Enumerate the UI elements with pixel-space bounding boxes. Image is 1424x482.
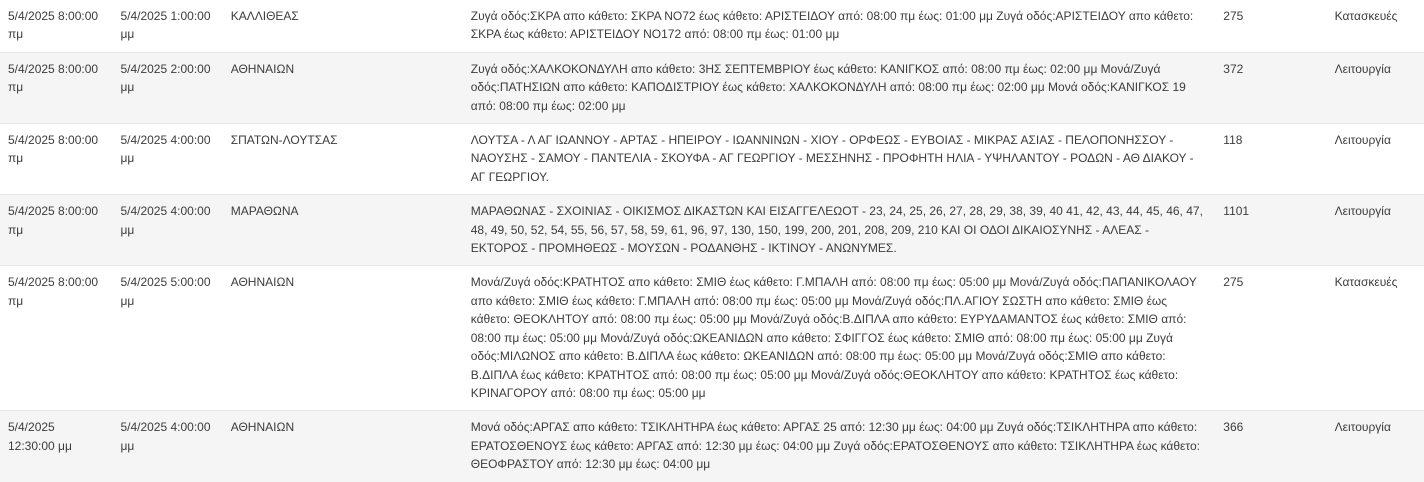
type-cell: Λειτουργία xyxy=(1327,124,1424,195)
streets-cell: Μονά οδός:ΑΡΓΑΣ απο κάθετο: ΤΣΙΚΛΗΤΗΡΑ έως κάθετο: ΑΡΓΑΣ 25 από: 12:30 μμ έως: 04:00 μμ Ζυγά οδός:ΤΣΙΚΛΗΤΗΡΑ απο κάθετο: ΕΡΑΤΟΣΘΕΝΟΥΣ έως κάθετο: ΑΡΓΑΣ από: 12:30 μμ έως: 04:00 μμ Ζυγά οδός:ΕΡΑΤΟΣΘΕΝΟΥΣ απο κάθετο: ΤΣΙΚΛΗΤΗΡΑ έως κάθετο: ΘΕΟΦΡΑΣΤΟΥ από: 12:30 μμ έως: 04:00 μμ xyxy=(463,411,1216,482)
area-cell: ΚΑΛΛΙΘΕΑΣ xyxy=(223,0,463,52)
table-row xyxy=(0,411,1424,482)
streets-cell: Μονά/Ζυγά οδός:ΚΡΑΤΗΤΟΣ απο κάθετο: ΣΜΙΘ έως κάθετο: Γ.ΜΠΑΛΗ από: 08:00 πμ έως: 05:00 μμ Μονά/Ζυγά οδός:ΠΑΠΑΝΙΚΟΛΑΟΥ απο κάθετο: ΣΜΙΘ έως κάθετο: Γ.ΜΠΑΛΗ από: 08:00 πμ έως: 05:00 μμ Μονά/Ζυγά οδός:ΠΛ.ΑΓΙΟΥ ΣΩΣΤΗ απο κάθετο: ΣΜΙΘ έως κάθετο: ΘΕΟΚΛΗΤΟΥ από: 08:00 πμ έως: 05:00 μμ Μονά/Ζυγά οδός:Β.ΔΙΠΛΑ απο κάθετο: ΕΥΡΥΔΑΜΑΝΤΟΣ έως κάθετο: ΣΜΙΘ από: 08:00 πμ έως: 05:00 μμ Μονά/Ζυγά οδός:ΩΚΕΑΝΙΔΩΝ απο κάθετο: ΣΦΙΓΓΟΣ έως κάθετο: ΣΜΙΘ από: 08:00 πμ έως: 05:00 μμ Ζυγά οδός:ΜΙΛΩΝΟΣ απο κάθετο: Β.ΔΙΠΛΑ έως κάθετο: ΩΚΕΑΝΙΔΩΝ από: 08:00 πμ έως: 05:00 μμ Μονά/Ζυγά οδός:ΣΜΙΘ απο κάθετο: Β.ΔΙΠΛΑ έως κάθετο: ΚΡΑΤΗΤΟΣ από: 08:00 πμ έως: 05:00 μμ Μονά/Ζυγά οδός:ΘΕΟΚΛΗΤΟΥ απο κάθετο: ΚΡΑΤΗΤΟΣ έως κάθετο: ΚΡΙΝΑΓΟΡΟΥ από: 08:00 πμ έως: 05:00 μμ xyxy=(463,266,1216,411)
type-cell: Λειτουργία xyxy=(1327,411,1424,482)
start-time-cell: 5/4/2025 8:00:00 πμ xyxy=(0,124,112,195)
table-row xyxy=(0,195,1424,266)
end-time-cell: 5/4/2025 1:00:00 μμ xyxy=(112,0,222,52)
number-cell: 118 xyxy=(1215,124,1326,195)
start-time-cell: 5/4/2025 12:30:00 μμ xyxy=(0,411,112,482)
streets-cell: ΜΑΡΑΘΩΝΑΣ - ΣΧΟΙΝΙΑΣ - ΟΙΚΙΣΜΟΣ ΔΙΚΑΣΤΩΝ ΚΑΙ ΕΙΣΑΓΓΕΛΕΩΟΤ - 23, 24, 25, 26, 27, 28, 29, 38, 39, 40 41, 42, 43, 44, 45, 46, 47, 48, 49, 50, 52, 54, 55, 56, 57, 58, 59, 61, 96, 97, 130, 150, 199, 200, 201, 208, 209, 210 ΚΑΙ ΟΙ ΟΔΟΙ ΔΙΚΑΙΟΣΥΝΗΣ - ΑΛΕΑΣ - ΕΚΤΟΡΟΣ - ΠΡΟΜΗΘΕΩΣ - ΜΟΥΣΩΝ - ΡΟΔΑΝΘΗΣ - ΙΚΤΙΝΟΥ - ΑΝΩΝΥΜΕΣ. xyxy=(463,195,1216,266)
number-cell: 275 xyxy=(1215,0,1326,52)
number-cell: 275 xyxy=(1215,266,1326,411)
table-row xyxy=(0,52,1424,123)
streets-cell: ΛΟΥΤΣΑ - Λ ΑΓ ΙΩΑΝΝΟΥ - ΑΡΤΑΣ - ΗΠΕΙΡΟΥ - ΙΩΑΝΝΙΝΩΝ - ΧΙΟΥ - ΟΡΦΕΩΣ - ΕΥΒΟΙΑΣ - ΜΙΚΡΑΣ ΑΣΙΑΣ - ΠΕΛΟΠΟΝΗΣΣΟΥ - ΝΑΟΥΣΗΣ - ΣΑΜΟΥ - ΠΑΝΤΕΛΙΑ - ΣΚΟΥΦΑ - ΑΓ ΓΕΩΡΓΙΟΥ - ΜΕΣΣΗΝΗΣ - ΠΡΟΦΗΤΗ ΗΛΙΑ - ΥΨΗΛΑΝΤΟΥ - ΡΟΔΩΝ - ΑΘ ΔΙΑΚΟΥ - ΑΓ ΓΕΩΡΓΙΟΥ. xyxy=(463,124,1216,195)
end-time-cell: 5/4/2025 5:00:00 μμ xyxy=(112,266,222,411)
type-cell: Λειτουργία xyxy=(1327,52,1424,123)
area-cell: ΑΘΗΝΑΙΩΝ xyxy=(223,266,463,411)
type-cell: Λειτουργία xyxy=(1327,195,1424,266)
type-cell: Κατασκευές xyxy=(1327,0,1424,52)
streets-cell: Ζυγά οδός:ΣΚΡΑ απο κάθετο: ΣΚΡΑ ΝΟ72 έως κάθετο: ΑΡΙΣΤΕΙΔΟΥ από: 08:00 πμ έως: 01:00 μμ Ζυγά οδός:ΑΡΙΣΤΕΙΔΟΥ απο κάθετο: ΣΚΡΑ έως κάθετο: ΑΡΙΣΤΕΙΔΟΥ ΝΟ172 από: 08:00 πμ έως: 01:00 μμ xyxy=(463,0,1216,52)
end-time-cell: 5/4/2025 4:00:00 μμ xyxy=(112,411,222,482)
start-time-cell: 5/4/2025 8:00:00 πμ xyxy=(0,0,112,52)
area-cell: ΑΘΗΝΑΙΩΝ xyxy=(223,52,463,123)
streets-cell: Ζυγά οδός:ΧΑΛΚΟΚΟΝΔΥΛΗ απο κάθετο: 3ΗΣ ΣΕΠΤΕΜΒΡΙΟΥ έως κάθετο: ΚΑΝΙΓΚΟΣ από: 08:00 πμ έως: 02:00 μμ Μονά/Ζυγά οδός:ΠΑΤΗΣΙΩΝ απο κάθετο: ΚΑΠΟΔΙΣΤΡΙΟΥ έως κάθετο: ΧΑΛΚΟΚΟΝΔΥΛΗ από: 08:00 πμ έως: 02:00 μμ Μονά οδός:ΚΑΝΙΓΚΟΣ 19 από: 08:00 πμ έως: 02:00 μμ xyxy=(463,52,1216,123)
start-time-cell: 5/4/2025 8:00:00 πμ xyxy=(0,266,112,411)
number-cell: 372 xyxy=(1215,52,1326,123)
area-cell: ΣΠΑΤΩΝ-ΛΟΥΤΣΑΣ xyxy=(223,124,463,195)
start-time-cell: 5/4/2025 8:00:00 πμ xyxy=(0,52,112,123)
table-row xyxy=(0,0,1424,52)
type-cell: Κατασκευές xyxy=(1327,266,1424,411)
end-time-cell: 5/4/2025 2:00:00 μμ xyxy=(112,52,222,123)
number-cell: 366 xyxy=(1215,411,1326,482)
end-time-cell: 5/4/2025 4:00:00 μμ xyxy=(112,124,222,195)
start-time-cell: 5/4/2025 8:00:00 πμ xyxy=(0,195,112,266)
end-time-cell: 5/4/2025 4:00:00 μμ xyxy=(112,195,222,266)
area-cell: ΑΘΗΝΑΙΩΝ xyxy=(223,411,463,482)
table-row xyxy=(0,266,1424,411)
area-cell: ΜΑΡΑΘΩΝΑ xyxy=(223,195,463,266)
table-row xyxy=(0,124,1424,195)
number-cell: 1101 xyxy=(1215,195,1326,266)
